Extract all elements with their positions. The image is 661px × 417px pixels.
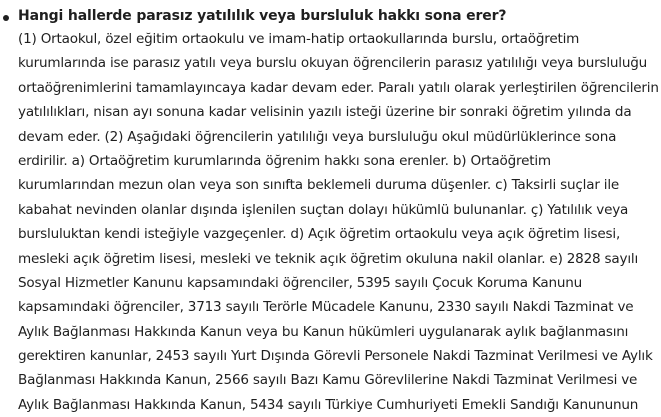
answer-line: mesleki açık öğretim lisesi, mesleki ve teknik açık öğretim okuluna nakil olanlar. e) 2828 sayılı	[18, 250, 639, 267]
answer-line: Sosyal Hizmetler Kanunu kapsamındaki öğrenciler, 5395 sayılı Çocuk Koruma Kanunu	[18, 274, 583, 291]
answer-line: kapsamındaki öğrenciler, 3713 sayılı Terörle Mücadele Kanunu, 2330 sayılı Nakdi Tazminat ve	[18, 299, 634, 316]
faq-question[interactable]: Hangi hallerde parasız yatılılık veya bursluluk hakkı sona erer?	[18, 8, 507, 24]
answer-line: kurumlarından mezun olan veya son sınıfta beklemeli duruma düşenler. c) Taksirli suçlar ile	[18, 177, 620, 194]
answer-line: ortaöğrenimlerini tamamlayıncaya kadar devam eder. Paralı yatılı olarak yerleştirilen öğrencilerin	[18, 79, 659, 96]
answer-line: erdirilir. a) Ortaöğretim kurumlarında öğrenim hakkı sona erenler. b) Ortaöğretim	[18, 152, 551, 169]
faq-answer	[18, 27, 661, 417]
answer-line: kabahat nevinden olanlar dışında işlenilen suçtan dolayı hükümlü bulunanlar. ç) Yatılılık veya	[18, 201, 629, 218]
answer-line: gerektiren kanunlar, 2453 sayılı Yurt Dışında Görevli Personele Nakdi Tazminat Verilmesi ve Aylık	[18, 348, 653, 365]
faq-question-row[interactable]	[0, 6, 661, 26]
answer-line: yatılılıkları, nisan ayı sonuna kadar velisinin yazılı isteği üzerine bir sonraki öğretim yılında da	[18, 104, 632, 121]
answer-line: bursluluktan kendi isteğiyle vazgeçenler. d) Açık öğretim ortaokulu veya açık öğretim lisesi,	[18, 226, 621, 243]
answer-line: devam eder. (2) Aşağıdaki öğrencilerin yatılılığı veya bursluluğu okul müdürlüklerince sona	[18, 128, 617, 145]
answer-line: kurumlarında ise parasız yatılı veya burslu okuyan öğrencilerin parasız yatılılığı veya bursluluğu	[18, 55, 648, 72]
answer-line: Aylık Bağlanması Hakkında Kanun veya bu Kanun hükümleri uygulanarak aylık bağlanmasını	[18, 323, 629, 340]
bullet-icon	[3, 15, 9, 21]
answer-line: Bağlanması Hakkında Kanun, 2566 sayılı Bazı Kamu Görevlilerine Nakdi Tazminat Verilmesi ve	[18, 372, 638, 389]
answer-line: (1) Ortaokul, özel eğitim ortaokulu ve imam-hatip ortaokullarında burslu, ortaöğretim	[18, 31, 580, 47]
answer-line: Aylık Bağlanması Hakkında Kanun, 5434 sayılı Türkiye Cumhuriyeti Emekli Sandığı Kanununun	[18, 396, 639, 413]
